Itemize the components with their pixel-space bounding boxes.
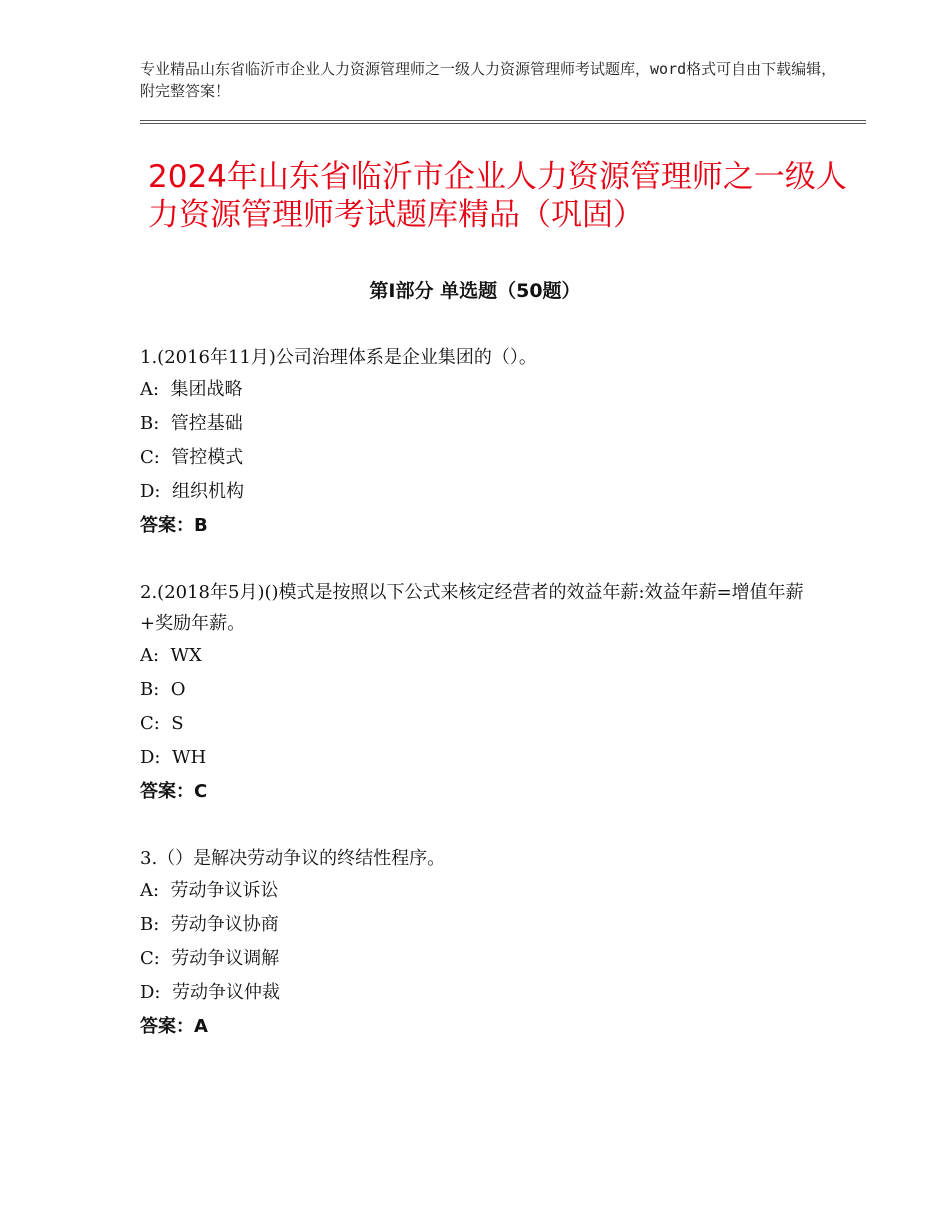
option-c: C: 管控模式 [140, 447, 244, 468]
question-stem: 2.(2018年5月)()模式是按照以下公式来核定经营者的效益年薪:效益年薪=增值年薪+奖励年薪。 [140, 582, 804, 634]
answer-label: 答案：A [140, 1016, 208, 1037]
option-c: C: 劳动争议调解 [140, 948, 280, 969]
option-d: D: 劳动争议仲裁 [140, 982, 280, 1003]
answer-label: 答案：C [140, 781, 208, 802]
option-b: B: 管控基础 [140, 413, 243, 434]
document-title: 2024年山东省临沂市企业人力资源管理师之一级人力资源管理师考试题库精品（巩固） [148, 159, 847, 233]
question-1 [140, 342, 820, 543]
question-list [140, 342, 820, 1078]
header-divider [140, 120, 866, 124]
option-b: B: 劳动争议协商 [140, 914, 279, 935]
option-a: A: 劳动争议诉讼 [140, 880, 279, 901]
option-c: C: S [140, 713, 184, 734]
question-stem: 3.（）是解决劳动争议的终结性程序。 [140, 848, 446, 869]
option-a: A: WX [140, 645, 202, 666]
section-heading: 第Ⅰ部分 单选题（50题） [369, 280, 581, 302]
option-d: D: 组织机构 [140, 481, 244, 502]
option-b: B: O [140, 679, 186, 700]
header-note: 专业精品山东省临沂市企业人力资源管理师之一级人力资源管理师考试题库，word格式可自由下载编辑，附完整答案！ [140, 60, 837, 100]
option-a: A: 集团战略 [140, 379, 243, 400]
option-d: D: WH [140, 747, 207, 768]
question-stem: 1.(2016年11月)公司治理体系是企业集团的（）。 [140, 347, 537, 368]
question-3 [140, 843, 820, 1044]
question-2 [140, 577, 820, 809]
answer-label: 答案：B [140, 515, 208, 536]
